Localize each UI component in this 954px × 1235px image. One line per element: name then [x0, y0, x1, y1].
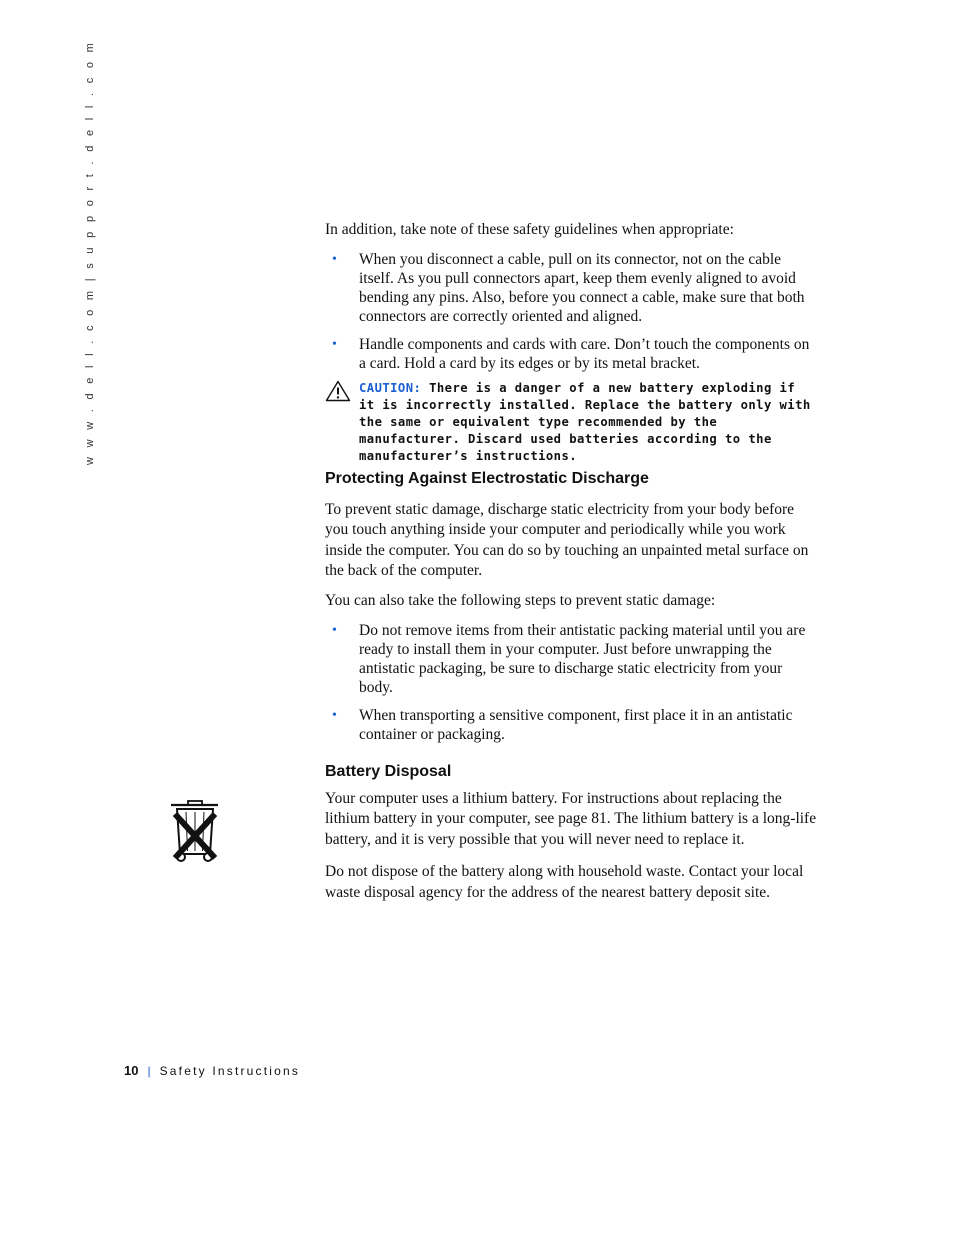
esd-paragraph-1: To prevent static damage, discharge static electricity from your body before you touch anything inside your computer and periodically while you work inside the computer. You can do so by touching an unpainted metal surface on the back of the computer.	[325, 501, 809, 579]
caution-text: There is a danger of a new battery exploding if it is incorrectly installed. Replace the battery only with the same or equivalent type recommended by the manufacturer. Discard used batteries according to the manufacturer’s instructions.	[359, 381, 811, 463]
intro-block	[325, 220, 817, 239]
crossed-out-bin-icon	[168, 800, 222, 864]
esd-heading: Protecting Against Electrostatic Discharge	[325, 470, 649, 487]
warning-triangle-icon	[325, 380, 351, 402]
bullet-icon: •	[332, 252, 337, 267]
esd-steps-list	[325, 621, 817, 744]
battery-para2-block	[325, 862, 817, 903]
bullet-icon: •	[332, 623, 337, 638]
page-number: 10	[124, 1063, 139, 1078]
esd-paragraph-2: You can also take the following steps to prevent static damage:	[325, 592, 716, 609]
caution-notice	[325, 380, 817, 465]
battery-heading-block	[325, 762, 817, 782]
battery-paragraph-1: Your computer uses a lithium battery. For instructions about replacing the lithium battery in your computer, see page 81. The lithium battery is a long-life battery, and it is very possible that you will never need to replace it.	[325, 790, 817, 848]
footer-section-title: Safety Instructions	[159, 1064, 301, 1078]
guidelines-list-block	[325, 250, 817, 373]
footer-separator: |	[147, 1064, 151, 1078]
esd-para2-block	[325, 591, 817, 610]
list-item: • When transporting a sensitive component, first place it in an antistatic container or packaging.	[332, 707, 793, 743]
bullet-icon: •	[332, 337, 337, 352]
bullet-icon: •	[332, 708, 337, 723]
esd-steps-block	[325, 621, 817, 744]
battery-para1-block	[325, 789, 817, 850]
sidebar-url: w w w . d e l l . c o m | s u p p o r t . d e l l . c o m	[84, 39, 96, 465]
battery-heading: Battery Disposal	[325, 763, 452, 780]
battery-paragraph-2: Do not dispose of the battery along with household waste. Contact your local waste disposal agency for the address of the nearest battery deposit site.	[325, 863, 804, 901]
guidelines-list	[325, 250, 817, 373]
list-item: • Handle components and cards with care. Don’t touch the components on a card. Hold a card by its edges or by its metal bracket.	[332, 336, 810, 372]
caution-label: CAUTION:	[359, 381, 422, 395]
list-item: • Do not remove items from their antistatic packing material until you are ready to install them in your computer. Just before unwrapping the antistatic packaging, be sure to discharge static electricity from your body.	[332, 622, 806, 696]
list-item: • When you disconnect a cable, pull on its connector, not on the cable itself. As you pull connectors apart, keep them evenly aligned to avoid bending any pins. Also, before you connect a cable, make sure that both connectors are correctly oriented and aligned.	[332, 251, 805, 325]
page-footer	[124, 1062, 300, 1080]
esd-para1-block	[325, 500, 817, 581]
esd-heading-block	[325, 469, 817, 489]
intro-text: In addition, take note of these safety guidelines when appropriate:	[325, 221, 734, 238]
